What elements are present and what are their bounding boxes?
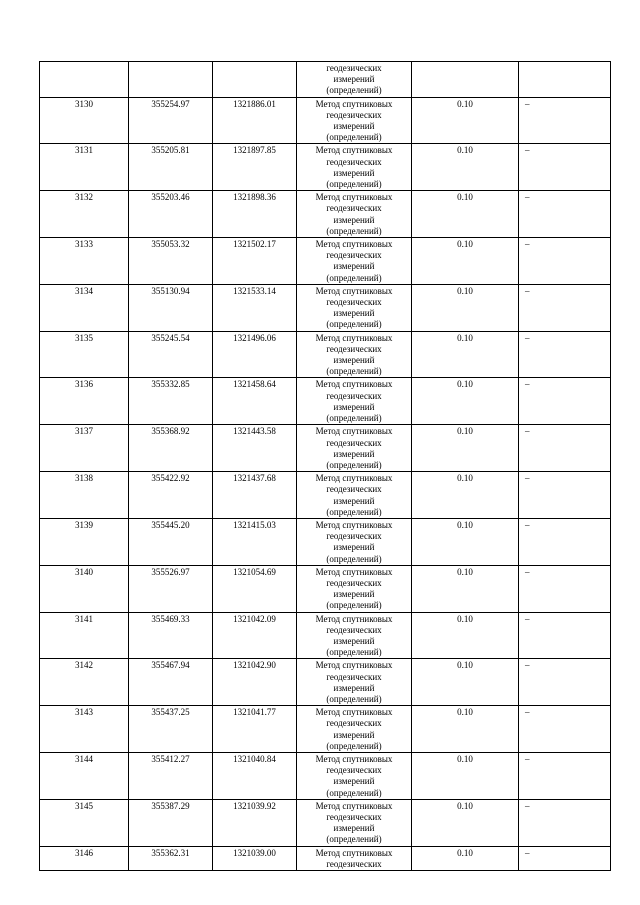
x-coordinate-cell: 355053.32 [129, 238, 213, 285]
method-line: измерений [333, 261, 375, 272]
method-cell [297, 284, 412, 331]
accuracy-cell: 0.10 [412, 659, 519, 706]
accuracy-cell: 0.10 [412, 612, 519, 659]
note-cell: – [519, 144, 611, 191]
note-cell: – [519, 846, 611, 870]
y-coordinate-cell: 1321533.14 [213, 284, 297, 331]
method-cell [297, 612, 412, 659]
note-cell: – [519, 518, 611, 565]
method-line: Метод спутниковых [315, 707, 393, 718]
table-row [40, 472, 611, 519]
method-line: Метод спутниковых [315, 800, 393, 811]
x-coordinate-cell: 355332.85 [129, 378, 213, 425]
method-line: геодезических [326, 203, 382, 214]
accuracy-cell: 0.10 [412, 472, 519, 519]
table-row [40, 799, 611, 846]
note-cell: – [519, 191, 611, 238]
y-coordinate-cell: 1321502.17 [213, 238, 297, 285]
method-line: Метод спутниковых [315, 613, 393, 624]
note-cell: – [519, 565, 611, 612]
point-number-cell: 3133 [40, 238, 129, 285]
x-coordinate-cell: 355254.97 [129, 97, 213, 144]
method-line: Метод спутниковых [315, 660, 393, 671]
point-number-cell: 3138 [40, 472, 129, 519]
table-row-continued [40, 62, 611, 98]
y-coordinate-cell: 1321039.00 [213, 846, 297, 870]
method-line: геодезических [326, 765, 382, 776]
table-row [40, 191, 611, 238]
note-cell: – [519, 799, 611, 846]
y-coordinate-cell [213, 62, 297, 98]
y-coordinate-cell: 1321415.03 [213, 518, 297, 565]
method-line: геодезических [326, 343, 382, 354]
x-coordinate-cell: 355362.31 [129, 846, 213, 870]
method-line: геодезических [326, 718, 382, 729]
method-line: геодезических [326, 671, 382, 682]
point-number-cell: 3146 [40, 846, 129, 870]
method-cell [297, 191, 412, 238]
note-cell: – [519, 752, 611, 799]
accuracy-cell: 0.10 [412, 97, 519, 144]
method-cell [297, 62, 412, 98]
method-cell [297, 97, 412, 144]
note-cell: – [519, 612, 611, 659]
table-row [40, 284, 611, 331]
x-coordinate-cell: 355130.94 [129, 284, 213, 331]
coordinates-table [39, 61, 611, 871]
method-line: (определений) [326, 179, 382, 190]
accuracy-cell: 0.10 [412, 846, 519, 870]
method-line: геодезических [326, 484, 382, 495]
table-row [40, 331, 611, 378]
accuracy-cell: 0.10 [412, 752, 519, 799]
method-line: измерений [333, 682, 375, 693]
x-coordinate-cell: 355245.54 [129, 331, 213, 378]
method-cell [297, 565, 412, 612]
method-line: Метод спутниковых [315, 566, 393, 577]
method-cell [297, 144, 412, 191]
accuracy-cell [412, 62, 519, 98]
method-line: измерений [333, 729, 375, 740]
point-number-cell: 3136 [40, 378, 129, 425]
method-line: геодезических [326, 624, 382, 635]
method-line: измерений [333, 74, 375, 85]
method-line: (определений) [326, 740, 382, 751]
x-coordinate-cell: 355205.81 [129, 144, 213, 191]
accuracy-cell: 0.10 [412, 706, 519, 753]
table-row [40, 706, 611, 753]
method-cell [297, 846, 412, 870]
table-row [40, 144, 611, 191]
point-number-cell: 3145 [40, 799, 129, 846]
y-coordinate-cell: 1321437.68 [213, 472, 297, 519]
accuracy-cell: 0.10 [412, 331, 519, 378]
table-row-partial [40, 846, 611, 870]
method-line: Метод спутниковых [315, 192, 393, 203]
y-coordinate-cell: 1321042.09 [213, 612, 297, 659]
accuracy-cell: 0.10 [412, 284, 519, 331]
method-line: измерений [333, 448, 375, 459]
accuracy-cell: 0.10 [412, 799, 519, 846]
method-line: измерений [333, 495, 375, 506]
method-cell [297, 425, 412, 472]
accuracy-cell: 0.10 [412, 425, 519, 472]
point-number-cell: 3140 [40, 565, 129, 612]
y-coordinate-cell: 1321898.36 [213, 191, 297, 238]
method-line: (определений) [326, 553, 382, 564]
method-line: (определений) [326, 413, 382, 424]
y-coordinate-cell: 1321496.06 [213, 331, 297, 378]
x-coordinate-cell: 355422.92 [129, 472, 213, 519]
note-cell: – [519, 659, 611, 706]
method-line: (определений) [326, 506, 382, 517]
x-coordinate-cell: 355526.97 [129, 565, 213, 612]
accuracy-cell: 0.10 [412, 191, 519, 238]
y-coordinate-cell: 1321042.90 [213, 659, 297, 706]
method-line: Метод спутниковых [315, 239, 393, 250]
y-coordinate-cell: 1321039.92 [213, 799, 297, 846]
method-line: (определений) [326, 693, 382, 704]
accuracy-cell: 0.10 [412, 144, 519, 191]
method-cell [297, 659, 412, 706]
method-line: (определений) [326, 647, 382, 658]
table-row [40, 425, 611, 472]
method-cell [297, 238, 412, 285]
method-line: геодезических [326, 531, 382, 542]
method-line: Метод спутниковых [315, 847, 393, 858]
method-line: (определений) [326, 272, 382, 283]
y-coordinate-cell: 1321054.69 [213, 565, 297, 612]
method-line: (определений) [326, 459, 382, 470]
method-line: (определений) [326, 787, 382, 798]
accuracy-cell: 0.10 [412, 518, 519, 565]
method-line: измерений [333, 214, 375, 225]
method-cell [297, 706, 412, 753]
method-line: (определений) [326, 834, 382, 845]
method-line: (определений) [326, 600, 382, 611]
point-number-cell: 3130 [40, 97, 129, 144]
x-coordinate-cell: 355387.29 [129, 799, 213, 846]
method-line: геодезических [326, 297, 382, 308]
method-line: Метод спутниковых [315, 145, 393, 156]
x-coordinate-cell: 355412.27 [129, 752, 213, 799]
note-cell: – [519, 284, 611, 331]
point-number-cell: 3142 [40, 659, 129, 706]
method-line: геодезических [326, 250, 382, 261]
method-line: измерений [333, 776, 375, 787]
method-line: геодезических [326, 109, 382, 120]
method-line: измерений [333, 355, 375, 366]
method-line: измерений [333, 635, 375, 646]
x-coordinate-cell [129, 62, 213, 98]
x-coordinate-cell: 355203.46 [129, 191, 213, 238]
y-coordinate-cell: 1321886.01 [213, 97, 297, 144]
method-line: геодезических [326, 156, 382, 167]
accuracy-cell: 0.10 [412, 378, 519, 425]
accuracy-cell: 0.10 [412, 565, 519, 612]
method-line: геодезических [326, 390, 382, 401]
method-line: (определений) [326, 366, 382, 377]
table-row [40, 238, 611, 285]
method-line: измерений [333, 823, 375, 834]
table-row [40, 378, 611, 425]
method-line: измерений [333, 167, 375, 178]
x-coordinate-cell: 355467.94 [129, 659, 213, 706]
method-line: Метод спутниковых [315, 332, 393, 343]
point-number-cell: 3141 [40, 612, 129, 659]
note-cell [519, 62, 611, 98]
note-cell: – [519, 331, 611, 378]
method-line: измерений [333, 401, 375, 412]
x-coordinate-cell: 355445.20 [129, 518, 213, 565]
point-number-cell: 3139 [40, 518, 129, 565]
note-cell: – [519, 97, 611, 144]
point-number-cell [40, 62, 129, 98]
table-row [40, 518, 611, 565]
y-coordinate-cell: 1321040.84 [213, 752, 297, 799]
note-cell: – [519, 425, 611, 472]
method-line: измерений [333, 542, 375, 553]
method-line: Метод спутниковых [315, 473, 393, 484]
method-line: измерений [333, 121, 375, 132]
table-row [40, 752, 611, 799]
y-coordinate-cell: 1321041.77 [213, 706, 297, 753]
point-number-cell: 3131 [40, 144, 129, 191]
y-coordinate-cell: 1321897.85 [213, 144, 297, 191]
method-line: измерений [333, 308, 375, 319]
table-row [40, 612, 611, 659]
note-cell: – [519, 472, 611, 519]
method-line: Метод спутниковых [315, 519, 393, 530]
point-number-cell: 3132 [40, 191, 129, 238]
method-line: геодезических [326, 63, 382, 73]
point-number-cell: 3134 [40, 284, 129, 331]
table-row [40, 97, 611, 144]
point-number-cell: 3144 [40, 752, 129, 799]
method-cell [297, 331, 412, 378]
y-coordinate-cell: 1321458.64 [213, 378, 297, 425]
method-line: измерений [333, 589, 375, 600]
method-line: геодезических [326, 577, 382, 588]
note-cell: – [519, 378, 611, 425]
x-coordinate-cell: 355437.25 [129, 706, 213, 753]
y-coordinate-cell: 1321443.58 [213, 425, 297, 472]
method-line: Метод спутниковых [315, 98, 393, 109]
method-line: Метод спутниковых [315, 753, 393, 764]
x-coordinate-cell: 355469.33 [129, 612, 213, 659]
method-line: (определений) [326, 85, 382, 96]
method-cell [297, 472, 412, 519]
method-line: Метод спутниковых [315, 379, 393, 390]
note-cell: – [519, 706, 611, 753]
method-cell [297, 752, 412, 799]
table-row [40, 565, 611, 612]
point-number-cell: 3135 [40, 331, 129, 378]
method-line: геодезических [326, 812, 382, 822]
method-line: Метод спутниковых [315, 285, 393, 296]
method-cell [297, 378, 412, 425]
method-line: геодезических [326, 858, 382, 869]
method-line: геодезических [326, 437, 382, 448]
point-number-cell: 3143 [40, 706, 129, 753]
method-line: (определений) [326, 132, 382, 143]
point-number-cell: 3137 [40, 425, 129, 472]
note-cell: – [519, 238, 611, 285]
method-cell [297, 518, 412, 565]
x-coordinate-cell: 355368.92 [129, 425, 213, 472]
method-line: Метод спутниковых [315, 426, 393, 437]
table-row [40, 659, 611, 706]
accuracy-cell: 0.10 [412, 238, 519, 285]
method-line: (определений) [326, 319, 382, 330]
method-line: (определений) [326, 225, 382, 236]
method-cell [297, 799, 412, 846]
